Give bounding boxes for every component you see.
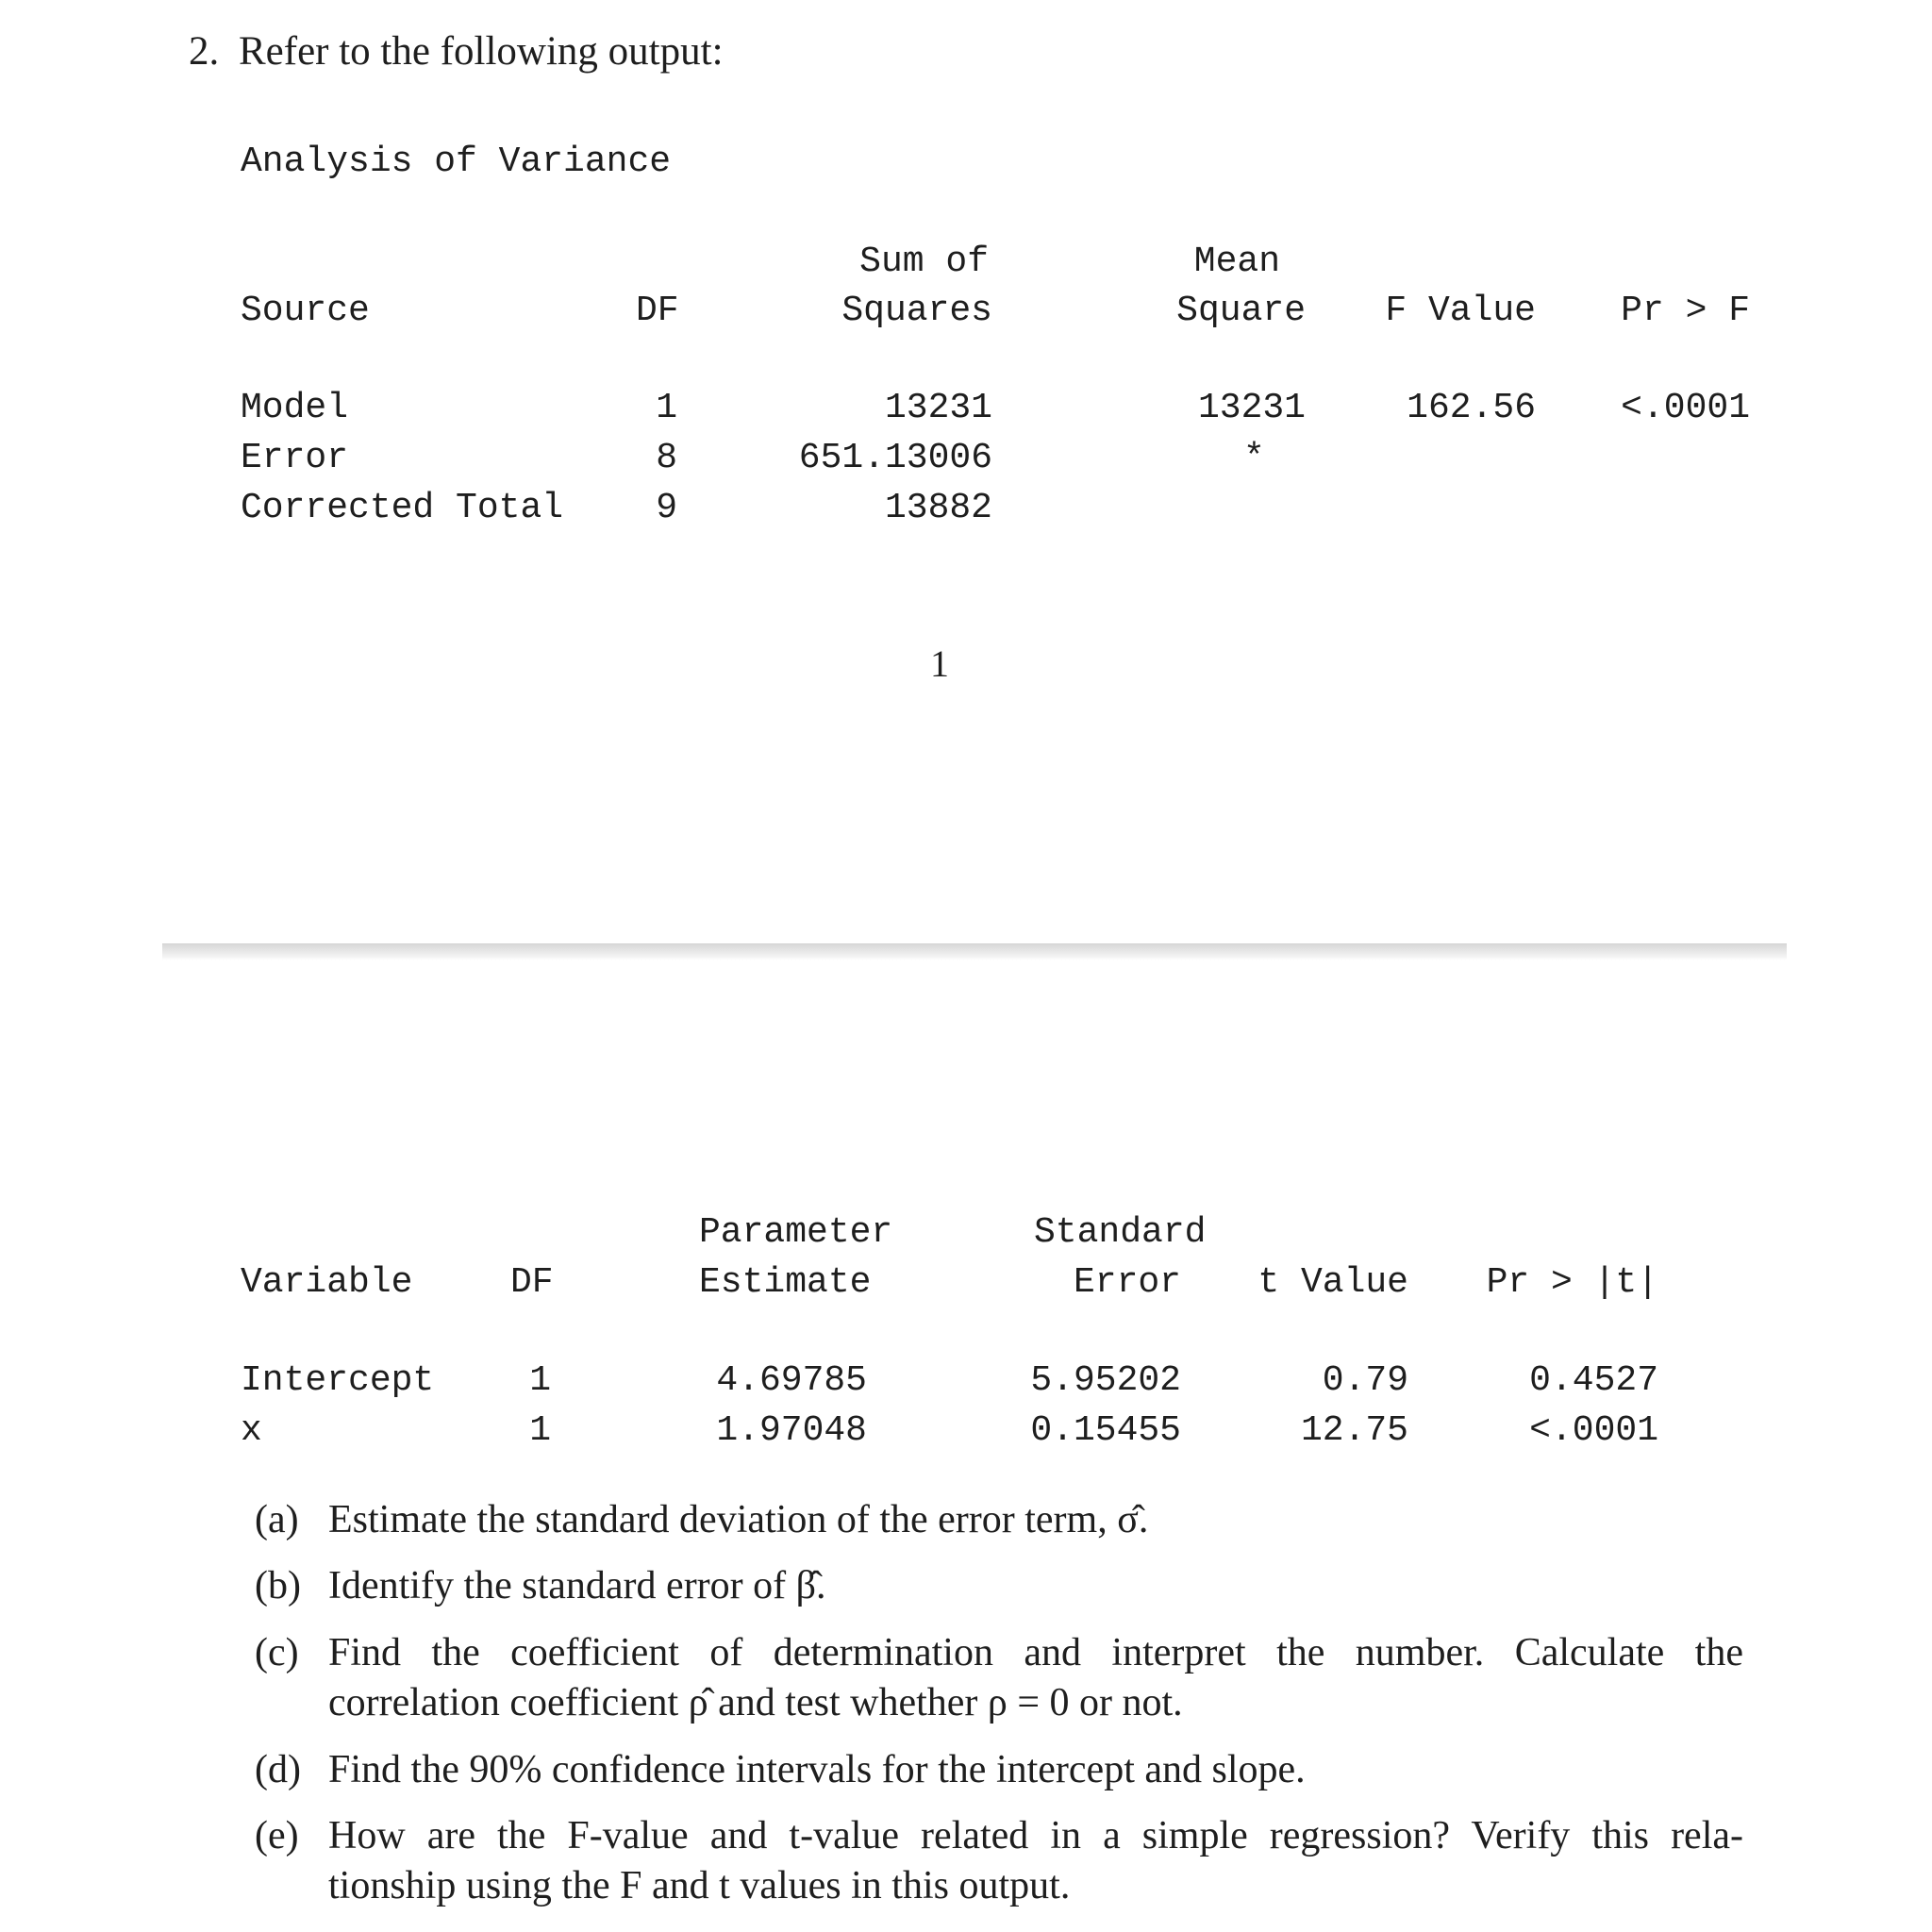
anova-header-f-value: F Value <box>1385 291 1536 331</box>
param-header-df: DF <box>510 1262 554 1303</box>
anova-cell-ss: 13231 <box>884 388 992 428</box>
anova-cell-df: 8 <box>656 438 677 478</box>
question-label: (e) <box>255 1814 299 1857</box>
problem-number: 2. <box>189 29 220 74</box>
question-text-line: tionship using the F and t values in this output. <box>328 1864 1071 1907</box>
page-number: 1 <box>930 642 949 685</box>
question-text-line: How are the F-value and t-value related in a simple regression? Verify this rela- <box>328 1814 1743 1857</box>
anova-cell-p: <.0001 <box>1621 388 1750 428</box>
param-cell-t: 12.75 <box>1300 1410 1408 1451</box>
param-cell-p: 0.4527 <box>1529 1360 1658 1401</box>
param-cell-df: 1 <box>529 1410 551 1451</box>
anova-cell-f: 162.56 <box>1407 388 1536 428</box>
question-text-block <box>328 1811 1743 1911</box>
anova-title: Analysis of Variance <box>241 142 672 182</box>
param-header-variable: Variable <box>241 1262 413 1303</box>
anova-cell-source: Error <box>241 438 349 478</box>
param-header-se-line1: Standard <box>1034 1212 1207 1253</box>
question-label: (b) <box>255 1564 301 1607</box>
anova-header-ss-line1: Sum of <box>859 242 989 282</box>
param-header-est-line1: Parameter <box>699 1212 893 1253</box>
question-label: (c) <box>255 1631 299 1674</box>
problem-intro: Refer to the following output: <box>239 29 724 74</box>
anova-cell-df: 9 <box>656 488 677 528</box>
param-cell-p: <.0001 <box>1529 1410 1658 1451</box>
param-cell-se: 0.15455 <box>1030 1410 1181 1451</box>
anova-header-ms-line1: Mean <box>1193 242 1280 282</box>
question-text-block <box>328 1628 1743 1728</box>
question-label: (d) <box>255 1748 301 1791</box>
anova-cell-ms: 13231 <box>1197 388 1306 428</box>
anova-cell-ms: * <box>1243 438 1265 478</box>
question-text: Estimate the standard deviation of the error term, σ̂. <box>328 1498 1149 1541</box>
param-header-se-line2: Error <box>1073 1262 1181 1303</box>
param-header-est-line2: Estimate <box>699 1262 872 1303</box>
question-text: Find the 90% confidence intervals for the intercept and slope. <box>328 1748 1306 1791</box>
question-text: Identify the standard error of β̂. <box>328 1564 826 1607</box>
anova-header-ss-line2: Squares <box>841 291 992 331</box>
anova-header-source: Source <box>241 291 370 331</box>
question-text-line: correlation coefficient ρ̂ and test whether ρ = 0 or not. <box>328 1681 1183 1724</box>
problem-heading <box>189 28 724 75</box>
param-cell-se: 5.95202 <box>1030 1360 1181 1401</box>
page-separator <box>162 943 1787 960</box>
anova-header-ms-line2: Square <box>1176 291 1306 331</box>
param-cell-variable: Intercept <box>241 1360 435 1401</box>
anova-cell-source: Model <box>241 388 349 428</box>
param-cell-df: 1 <box>529 1360 551 1401</box>
question-text-line: Find the coefficient of determination and interpret the number. Calculate the <box>328 1631 1743 1674</box>
param-cell-t: 0.79 <box>1322 1360 1408 1401</box>
anova-cell-source: Corrected Total <box>241 488 564 528</box>
anova-header-pr-f: Pr > F <box>1621 291 1750 331</box>
param-cell-estimate: 4.69785 <box>716 1360 867 1401</box>
param-cell-estimate: 1.97048 <box>716 1410 867 1451</box>
question-label: (a) <box>255 1498 299 1541</box>
param-cell-variable: x <box>241 1410 262 1451</box>
anova-cell-ss: 13882 <box>884 488 992 528</box>
param-header-t-value: t Value <box>1257 1262 1408 1303</box>
anova-cell-df: 1 <box>656 388 677 428</box>
param-header-pr-t: Pr > |t| <box>1486 1262 1658 1303</box>
anova-cell-ss: 651.13006 <box>798 438 992 478</box>
anova-header-df: DF <box>636 291 679 331</box>
